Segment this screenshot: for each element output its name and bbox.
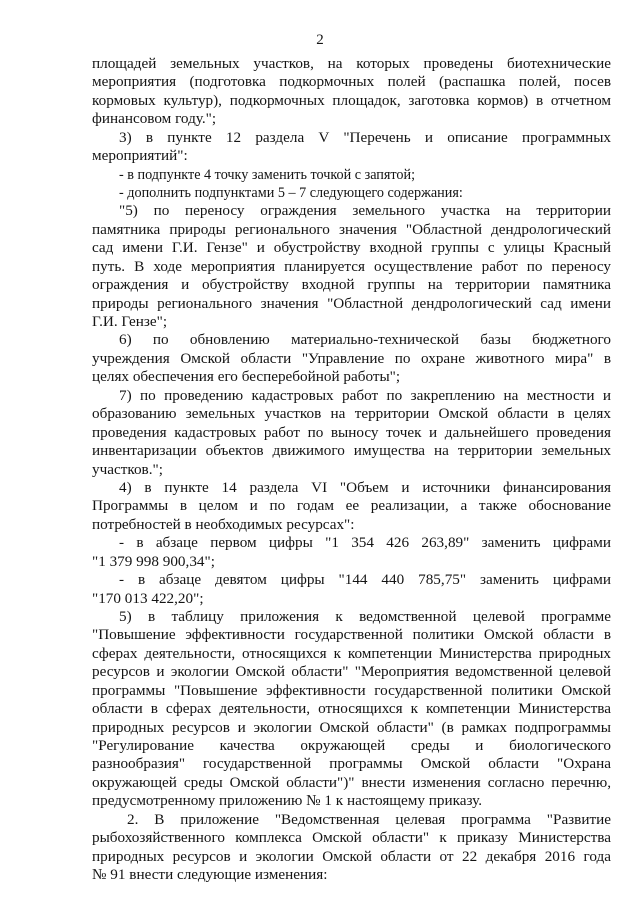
text-line: - в подпункте 4 точку заменить точкой с запятой; [119,167,416,183]
text-line: проведения кадастровых работ по выносу точек и дальнейшего проведения [92,424,611,441]
text-line: Программы в целом и по годам ее реализации, а также обоснование [92,497,611,514]
text-line: природных ресурсов и экологии Омской области" (в рамках подпрограммы [92,719,611,736]
text-line: памятника природы регионального значения "Областной дендрологический [92,221,611,238]
text-line: программы "Повышение эффективности государственной политики Омской [92,682,611,699]
text-line: ресурсов и экологии Омской области" "Мероприятия ведомственной целевой [92,663,611,680]
text-line: ограждения и обустройству входной группы на территории памятника [92,276,611,293]
text-line: окружающей среды Омской области")" внести изменения согласно перечню, [92,774,611,791]
text-line: "Повышение эффективности государственной политики Омской области в [92,626,611,643]
text-line: "5) по переносу ограждения земельного участка на территории [119,202,611,219]
text-line: природных ресурсов и экологии Омской области от 22 декабря 2016 года [92,848,611,865]
text-line: мероприятия (подготовка подкормочных полей (распашка полей, посев [92,73,611,90]
text-line: сад имени Г.И. Гензе" и обустройству входной группы с улицы Красный [92,239,611,256]
text-line: инвентаризации объектов движимого имущества на территории земельных [92,442,611,459]
text-line: 6) по обновлению материально-технической базы бюджетного [119,331,611,348]
text-line: 7) по проведению кадастровых работ по закреплению на местности и [119,387,611,404]
text-line: образованию земельных участков на территории Омской области в целях [92,405,611,422]
text-line: сферах деятельности, относящихся к компетенции Министерства природных [92,645,611,662]
text-line: мероприятий": [92,147,188,164]
page-number: 2 [316,32,324,48]
text-line: - в абзаце первом цифры "1 354 426 263,89" заменить цифрами [119,534,611,551]
text-line: "Регулирование качества окружающей среды и биологического [92,737,611,754]
text-line: Г.И. Гензе"; [92,313,168,330]
text-line: 2. В приложение "Ведомственная целевая программа "Развитие [127,811,611,828]
text-line: № 91 внести следующие изменения: [92,866,328,883]
text-line: - в абзаце девятом цифры "144 440 785,75" заменить цифрами [119,571,611,588]
text-line: "1 379 998 900,34"; [92,553,215,570]
text-line: кормовых культур), подкормочных площадок, заготовка кормов) в отчетном [92,92,611,109]
text-line: потребностей в необходимых ресурсах": [92,516,355,533]
text-line: финансовом году."; [92,110,217,127]
text-line: 4) в пункте 14 раздела VI "Объем и источники финансирования [119,479,611,496]
text-line: 3) в пункте 12 раздела V "Перечень и описание программных [119,129,611,146]
text-line: природы регионального значения "Областной дендрологический сад имени [92,295,611,312]
text-line: 5) в таблицу приложения к ведомственной целевой программе [119,608,611,625]
text-line: площадей земельных участков, на которых проведены биотехнические [92,55,611,72]
text-line: разнообразия" государственной программы Омской области "Охрана [92,755,611,772]
text-line: предусмотренному приложению № 1 к настоящему приказу. [92,792,483,809]
text-line: рыбохозяйственного комплекса Омской области" к приказу Министерства [92,829,611,846]
text-line: - дополнить подпунктами 5 – 7 следующего содержания: [119,185,463,201]
text-line: области в сферах деятельности, относящихся к компетенции Министерства [92,700,611,717]
text-line: целях обеспечения его бесперебойной работы"; [92,368,401,385]
text-line: путь. В ходе мероприятия планируется осуществление работ по переносу [92,258,611,275]
text-line: "170 013 422,20"; [92,590,204,607]
text-line: участков."; [92,461,163,478]
text-line: учреждения Омской области "Управление по охране животного мира" в [92,350,611,367]
